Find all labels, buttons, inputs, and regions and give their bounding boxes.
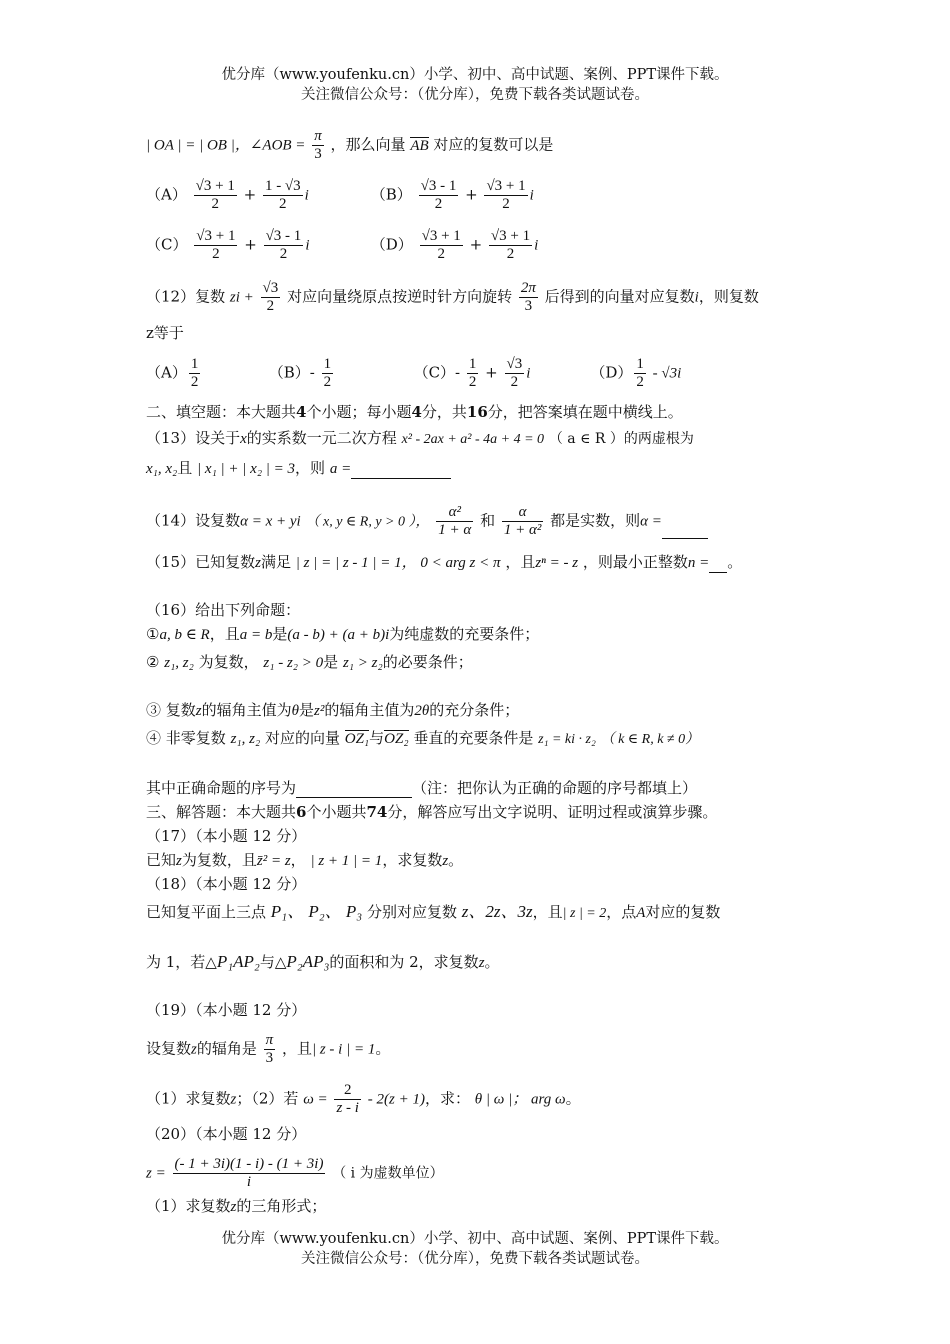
q16-statement-2: ② z₁, z₂ 为复数， z₁ - z₂ > 0是 z₁ > z₂的必要条件；: [146, 653, 473, 671]
q14-stem: （14）设复数α = x + yi （ x, y ∈ R, y > 0 ）， $\frac{\text{α²}}{1 + \alpha}$ 和 $\frac{\alpha}{\text{1 + α²}}$ 都是实数，则α =: [146, 504, 830, 539]
q12-option-a: （A） $\frac{1}{2}$: [146, 356, 199, 390]
q20-heading: （20）（本小题 12 分）: [146, 1125, 307, 1143]
q16-answer-line: 其中正确命题的序号为 （注：把你认为正确的命题的序号都填上）: [146, 779, 698, 797]
q11-text-tail: 对应的复数可以是: [433, 135, 554, 154]
q18-heading: （18）（本小题 12 分）: [146, 875, 307, 893]
section-3-heading: 三、解答题：本大题共6个小题共74分，解答应写出文字说明、证明过程或演算步骤。: [146, 803, 718, 821]
q12-option-c: （C）- $\frac{1}{2}$ + $\frac{√3}{2}$ i: [413, 356, 531, 390]
q19-stem: 设复数z的辐角是 $\frac{\pi}{3}$ ，且| z - i | = 1。: [146, 1032, 391, 1066]
q11-option-b: （B） $\frac{√3 - 1}{2}$ + $\frac{√3 + 1}{2}$ i: [370, 178, 534, 212]
q13-stem: （13）设关于x的实系数一元二次方程 x² - 2ax + a² - 4a + 4 = 0 （ a ∈ R ）的两虚根为: [146, 429, 694, 447]
q16-intro: （16）给出下列命题：: [146, 601, 301, 619]
q13-stem-line2: x₁, x₂且 | x₁ | + | x₂ | = 3，则 a =: [146, 458, 830, 479]
page-footer-line1: 优分库（www.youfenku.cn）小学、初中、高中试题、案例、PPT课件下载。: [221, 1231, 729, 1247]
q16-answer-blank[interactable]: [296, 797, 412, 798]
q18-stem: 已知复平面上三点 P₁、 P₂、 P₃ 分别对应复数 z、2z、3z，且| z | = 2，点A对应的复数: [146, 902, 721, 921]
q12-stem-line2: z等于: [146, 324, 184, 342]
q17-stem: 已知z为复数，且z̄² = z， | z + 1 | = 1，求复数z。: [146, 851, 464, 869]
q12-option-d: （D） $\frac{1}{2}$ - √3i: [590, 356, 682, 390]
q13-answer-blank[interactable]: [351, 478, 451, 479]
q11-angle-fraction: $\frac{\pi}{3}$: [314, 128, 322, 162]
page-header-line2: 关注微信公众号：（优分库），免费下载各类试题试卷。: [301, 87, 649, 103]
q16-statement-4: ④ 非零复数 z₁, z₂ 对应的向量 OZ₁与OZ₂ 垂直的充要条件是 z₁ = ki · z₂ （ k ∈ R, k ≠ 0）: [146, 729, 700, 747]
q11-text: ，那么向量: [330, 135, 406, 154]
q19-heading: （19）（本小题 12 分）: [146, 1001, 307, 1019]
q20-part-1: （1）求复数z的三角形式；: [146, 1197, 327, 1215]
q16-statement-3: ③ 复数z的辐角主值为θ是z²的辐角主值为2θ的充分条件；: [146, 701, 520, 719]
q19-parts: （1）求复数z；（2）若 ω = $\frac{2}{z - i}$ - 2(z + 1)，求： θ | ω |； arg ω。: [146, 1082, 581, 1116]
q11-option-a: （A） $\frac{√3 + 1}{2}$ + $\frac{1 - √3}{2}$ i: [146, 178, 309, 212]
q20-stem: z = $\frac{(- 1 + 3i)(1 - i) - (1 + 3i)}{i}$ （ i 为虚数单位）: [146, 1156, 444, 1190]
q15-stem: （15）已知复数z满足 | z | = | z - 1 | = 1， 0 < arg z < π ，且zⁿ = - z ，则最小正整数n = 。: [146, 553, 743, 571]
q18-stem-line2: 为 1，若△P₁AP₂与△P₂AP₃的面积和为 2，求复数z。: [146, 952, 500, 971]
page-header-line1: 优分库（www.youfenku.cn）小学、初中、高中试题、案例、PPT课件下载。: [221, 67, 729, 83]
page-footer-line2: 关注微信公众号：（优分库），免费下载各类试题试卷。: [301, 1251, 649, 1267]
q11-options-cd: [146, 228, 830, 263]
q11-vector-ab: AB: [410, 137, 429, 154]
q11-condition: | OA | = | OB |，∠AOB =: [146, 137, 306, 154]
q16-statement-1: ①a, b ∈ R，且a = b是(a - b) + (a + b)i为纯虚数的充要条件；: [146, 625, 540, 643]
q11-option-d: （D） $\frac{√3 + 1}{2}$ + $\frac{√3 + 1}{2}$ i: [370, 228, 539, 262]
q12-options: [146, 356, 830, 391]
q12-stem: （12）复数 zi + $\frac{√3}{2}$ 对应向量绕原点按逆时针方向旋转 $\frac{2\pi}{3}$ 后得到的向量对应复数i，则复数: [146, 280, 759, 314]
q11-stem: [146, 128, 830, 163]
q11-option-c: （C） $\frac{√3 + 1}{2}$ + $\frac{√3 - 1}{2}$ i: [146, 228, 310, 262]
q15-answer-blank[interactable]: [709, 572, 727, 573]
q11-options-ab: [146, 178, 830, 213]
q17-heading: （17）（本小题 12 分）: [146, 827, 307, 845]
q14-answer-blank[interactable]: [662, 538, 708, 539]
q12-option-b: （B）- $\frac{1}{2}$: [268, 356, 332, 390]
section-2-heading: 二、填空题：本大题共4个小题；每小题4分，共16分，把答案填在题中横线上。: [146, 403, 683, 421]
